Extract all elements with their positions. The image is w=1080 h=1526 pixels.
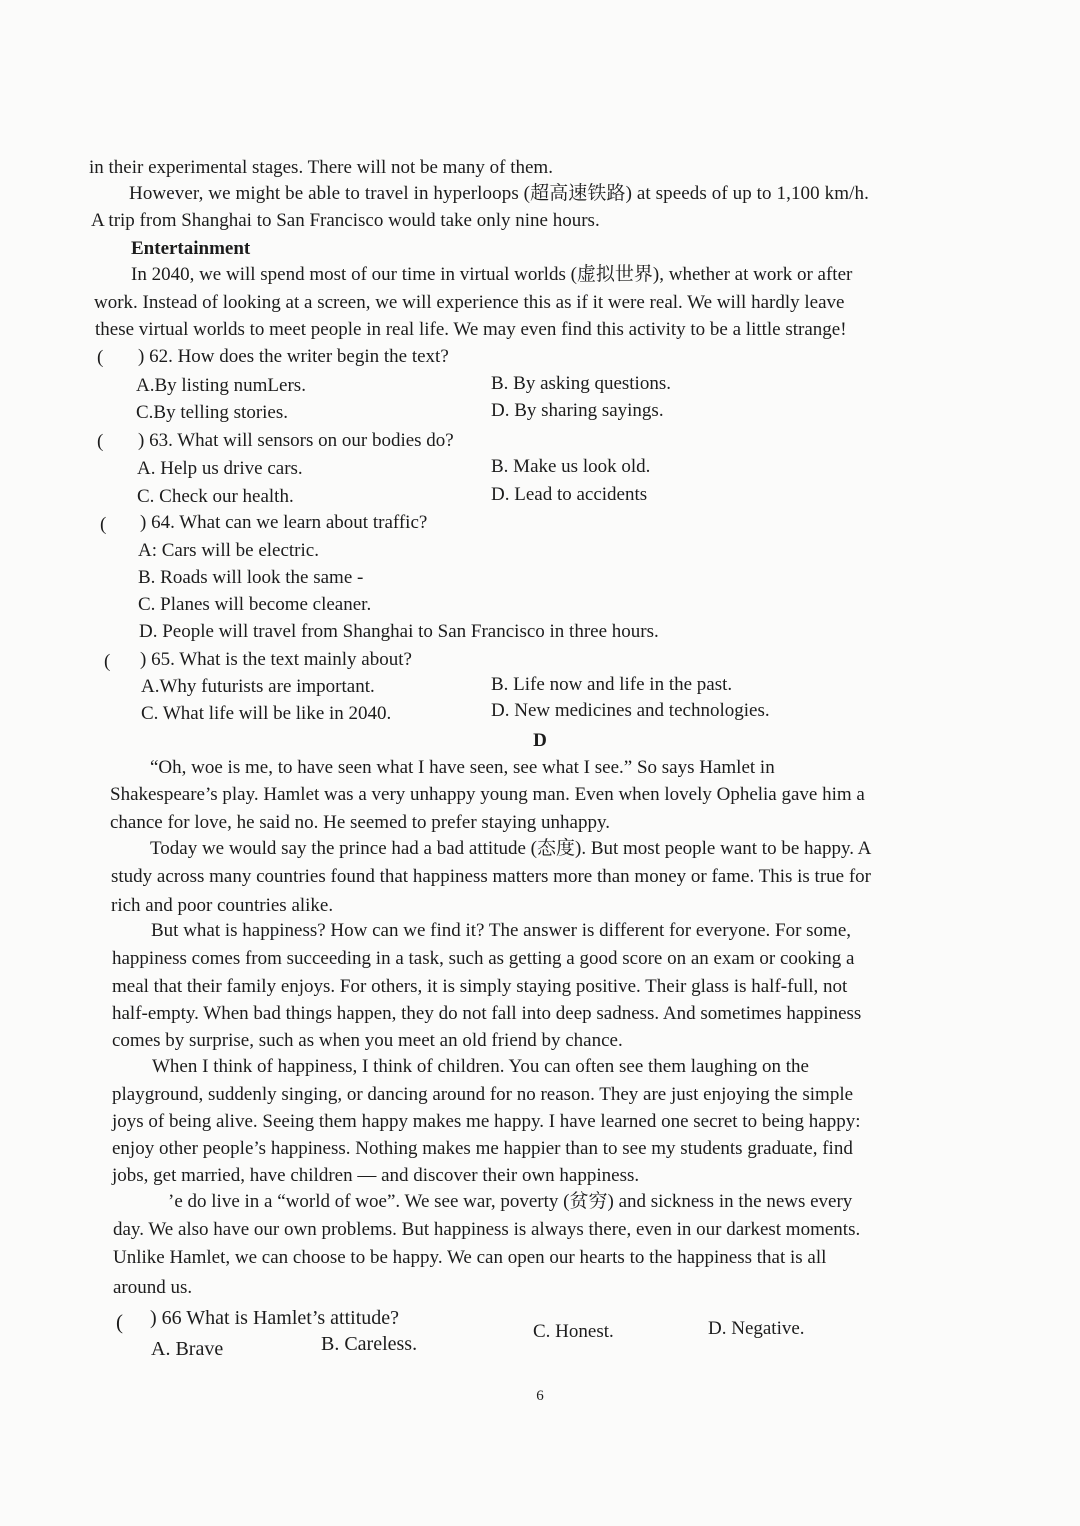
- passage-line: Shakespeare’s play. Hamlet was a very unhappy young man. Even when lovely Ophelia gave him a: [110, 784, 865, 805]
- passage-line: In 2040, we will spend most of our time in virtual worlds (虚拟世界), whether at work or after: [131, 264, 853, 285]
- passage-line: “Oh, woe is me, to have seen what I have seen, see what I see.” So says Hamlet in: [150, 757, 775, 778]
- option-c: C.By telling stories.: [136, 402, 288, 423]
- option-a: A. Help us drive cars.: [137, 458, 303, 479]
- section-heading: D: [533, 730, 547, 751]
- passage-line: happiness comes from succeeding in a task, such as getting a good score on an exam or cooking a: [112, 948, 855, 969]
- passage-line: around us.: [113, 1277, 193, 1298]
- option-b: B. Careless.: [321, 1333, 418, 1355]
- option-a: A.Why futurists are important.: [141, 676, 375, 697]
- passage-line: enjoy other people’s happiness. Nothing makes me happier than to see my students graduate, find: [112, 1138, 853, 1159]
- page-number: 6: [536, 1388, 544, 1404]
- answer-paren: (: [97, 431, 104, 452]
- answer-paren: (: [104, 651, 111, 672]
- option-c: C. Planes will become cleaner.: [138, 594, 372, 615]
- passage-line: study across many countries found that happiness matters more than money or fame. This is true for: [111, 866, 871, 887]
- passage-line: work. Instead of looking at a screen, we will experience this as if it were real. We will hardly leave: [94, 292, 845, 313]
- passage-line: meal that their family enjoys. For others, it is simply staying positive. Their glass is half-full, not: [112, 976, 848, 997]
- option-d: D. Negative.: [708, 1318, 805, 1339]
- option-c: C. Honest.: [533, 1321, 614, 1342]
- option-a: A.By listing numLers.: [136, 375, 306, 396]
- passage-line: jobs, get married, have children — and discover their own happiness.: [112, 1165, 640, 1186]
- question-stem: ) 62. How does the writer begin the text?: [138, 346, 449, 367]
- answer-paren: (: [116, 1310, 123, 1334]
- option-b: B. Life now and life in the past.: [491, 674, 733, 695]
- passage-line: day. We also have our own problems. But happiness is always there, even in our darkest moments.: [113, 1219, 861, 1240]
- option-a: A: Cars will be electric.: [138, 540, 319, 561]
- passage-line: When I think of happiness, I think of children. You can often see them laughing on the: [152, 1056, 809, 1077]
- option-b: B. By asking questions.: [491, 373, 671, 394]
- option-d: D. Lead to accidents: [491, 484, 648, 505]
- question-stem: ) 64. What can we learn about traffic?: [140, 512, 428, 533]
- option-c: C. Check our health.: [137, 486, 294, 507]
- passage-line: ’e do live in a “world of woe”. We see war, poverty (贫穷) and sickness in the news every: [168, 1191, 853, 1212]
- option-b: B. Roads will look the same -: [138, 567, 364, 588]
- option-d: D. New medicines and technologies.: [491, 700, 770, 721]
- passage-line: A trip from Shanghai to San Francisco would take only nine hours.: [91, 210, 600, 231]
- option-a: A. Brave: [151, 1338, 224, 1360]
- option-d: D. People will travel from Shanghai to San Francisco in three hours.: [139, 621, 659, 642]
- passage-line: rich and poor countries alike.: [111, 895, 334, 916]
- passage-line: Unlike Hamlet, we can choose to be happy. We can open our hearts to the happiness that is all: [113, 1247, 827, 1268]
- passage-line: joys of being alive. Seeing them happy makes me happy. I have learned one secret to being happy:: [112, 1111, 861, 1132]
- passage-line: comes by surprise, such as when you meet an old friend by chance.: [112, 1030, 623, 1051]
- question-stem: ) 66 What is Hamlet’s attitude?: [150, 1307, 400, 1329]
- answer-paren: (: [100, 514, 107, 535]
- option-d: D. By sharing sayings.: [491, 400, 664, 421]
- passage-line: playground, suddenly singing, or dancing around for no reason. They are just enjoying the simple: [112, 1084, 854, 1105]
- section-heading: Entertainment: [131, 238, 251, 259]
- option-c: C. What life will be like in 2040.: [141, 703, 392, 724]
- passage-line: half-empty. When bad things happen, they do not fall into deep sadness. And sometimes happiness: [112, 1003, 862, 1024]
- passage-line: these virtual worlds to meet people in real life. We may even find this activity to be a little strange!: [95, 319, 847, 340]
- question-stem: ) 65. What is the text mainly about?: [140, 649, 412, 670]
- passage-line: Today we would say the prince had a bad attitude (态度). But most people want to be happy. A: [150, 838, 872, 859]
- option-b: B. Make us look old.: [491, 456, 651, 477]
- passage-line: But what is happiness? How can we find it? The answer is different for everyone. For some,: [151, 920, 852, 941]
- passage-line: in their experimental stages. There will not be many of them.: [89, 157, 553, 178]
- answer-paren: (: [97, 347, 104, 368]
- passage-line: chance for love, he said no. He seemed to prefer staying unhappy.: [110, 812, 610, 833]
- passage-line: However, we might be able to travel in hyperloops (超高速铁路) at speeds of up to 1,100 km/h.: [129, 183, 869, 204]
- question-stem: ) 63. What will sensors on our bodies do?: [138, 430, 454, 451]
